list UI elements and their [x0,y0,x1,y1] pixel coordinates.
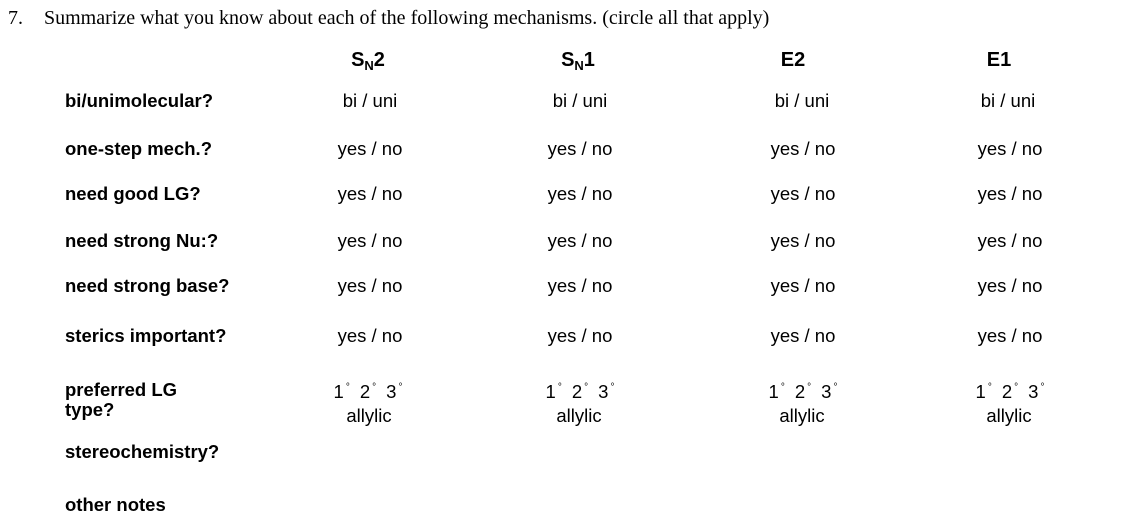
option-lg-degree-e2[interactable]: 1 ° 2 ° 3 ° [768,381,838,402]
option-strong-nu-sn2[interactable]: yes / no [337,230,403,251]
option-strong-nu-e2[interactable]: yes / no [770,230,836,251]
option-lg-degree-sn2[interactable]: 1 ° 2 ° 3 ° [333,381,403,402]
column-header-sn2: $S_N2$ [351,49,385,73]
option-strong-nu-sn1[interactable]: yes / no [547,230,613,251]
option-one-step-sn2[interactable]: yes / no [337,138,403,159]
option-molecularity-sn2[interactable]: bi / uni [342,90,398,111]
option-lg-allylic-sn2[interactable]: allylic [346,405,392,426]
option-strong-base-e1[interactable]: yes / no [977,275,1043,296]
option-one-step-e2[interactable]: yes / no [770,138,836,159]
option-one-step-sn1[interactable]: yes / no [547,138,613,159]
option-molecularity-sn1[interactable]: bi / uni [552,90,608,111]
option-sterics-sn1[interactable]: yes / no [547,325,613,346]
option-lg-allylic-e2[interactable]: allylic [779,405,825,426]
option-good-lg-sn1[interactable]: yes / no [547,183,613,204]
option-one-step-e1[interactable]: yes / no [977,138,1043,159]
option-strong-base-e2[interactable]: yes / no [770,275,836,296]
option-lg-allylic-sn1[interactable]: allylic [556,405,602,426]
option-molecularity-e1[interactable]: bi / uni [980,90,1036,111]
option-strong-nu-e1[interactable]: yes / no [977,230,1043,251]
row-label-good-lg: need good LG? [65,183,201,204]
option-good-lg-e1[interactable]: yes / no [977,183,1043,204]
row-label-lg-type: preferred LG type? [65,379,178,420]
option-strong-base-sn2[interactable]: yes / no [337,275,403,296]
option-lg-degree-sn1[interactable]: 1 ° 2 ° 3 ° [545,381,615,402]
option-molecularity-e2[interactable]: bi / uni [774,90,830,111]
row-label-molecularity: bi/unimolecular? [65,90,214,111]
option-strong-base-sn1[interactable]: yes / no [547,275,613,296]
row-label-sterics: sterics important? [65,325,227,346]
row-label-strong-nu: need strong Nu:? [65,230,219,251]
column-header-e2: E2 [780,49,806,71]
option-sterics-e2[interactable]: yes / no [770,325,836,346]
column-header-e1: E1 [986,49,1012,71]
column-header-sn1: $S_N1$ [561,49,595,73]
question-text: Summarize what you know about each of the following mechanisms. (circle all that apply) [44,7,770,29]
row-label-other-notes: other notes [65,494,166,515]
option-sterics-e1[interactable]: yes / no [977,325,1043,346]
option-good-lg-sn2[interactable]: yes / no [337,183,403,204]
option-lg-allylic-e1[interactable]: allylic [986,405,1032,426]
option-good-lg-e2[interactable]: yes / no [770,183,836,204]
question-number: 7. [8,7,23,29]
row-label-strong-base: need strong base? [65,275,230,296]
option-sterics-sn2[interactable]: yes / no [337,325,403,346]
question-prompt [8,7,769,30]
row-label-one-step: one-step mech.? [65,138,212,159]
option-lg-degree-e1[interactable]: 1 ° 2 ° 3 ° [975,381,1045,402]
row-label-stereochemistry: stereochemistry? [65,441,220,462]
